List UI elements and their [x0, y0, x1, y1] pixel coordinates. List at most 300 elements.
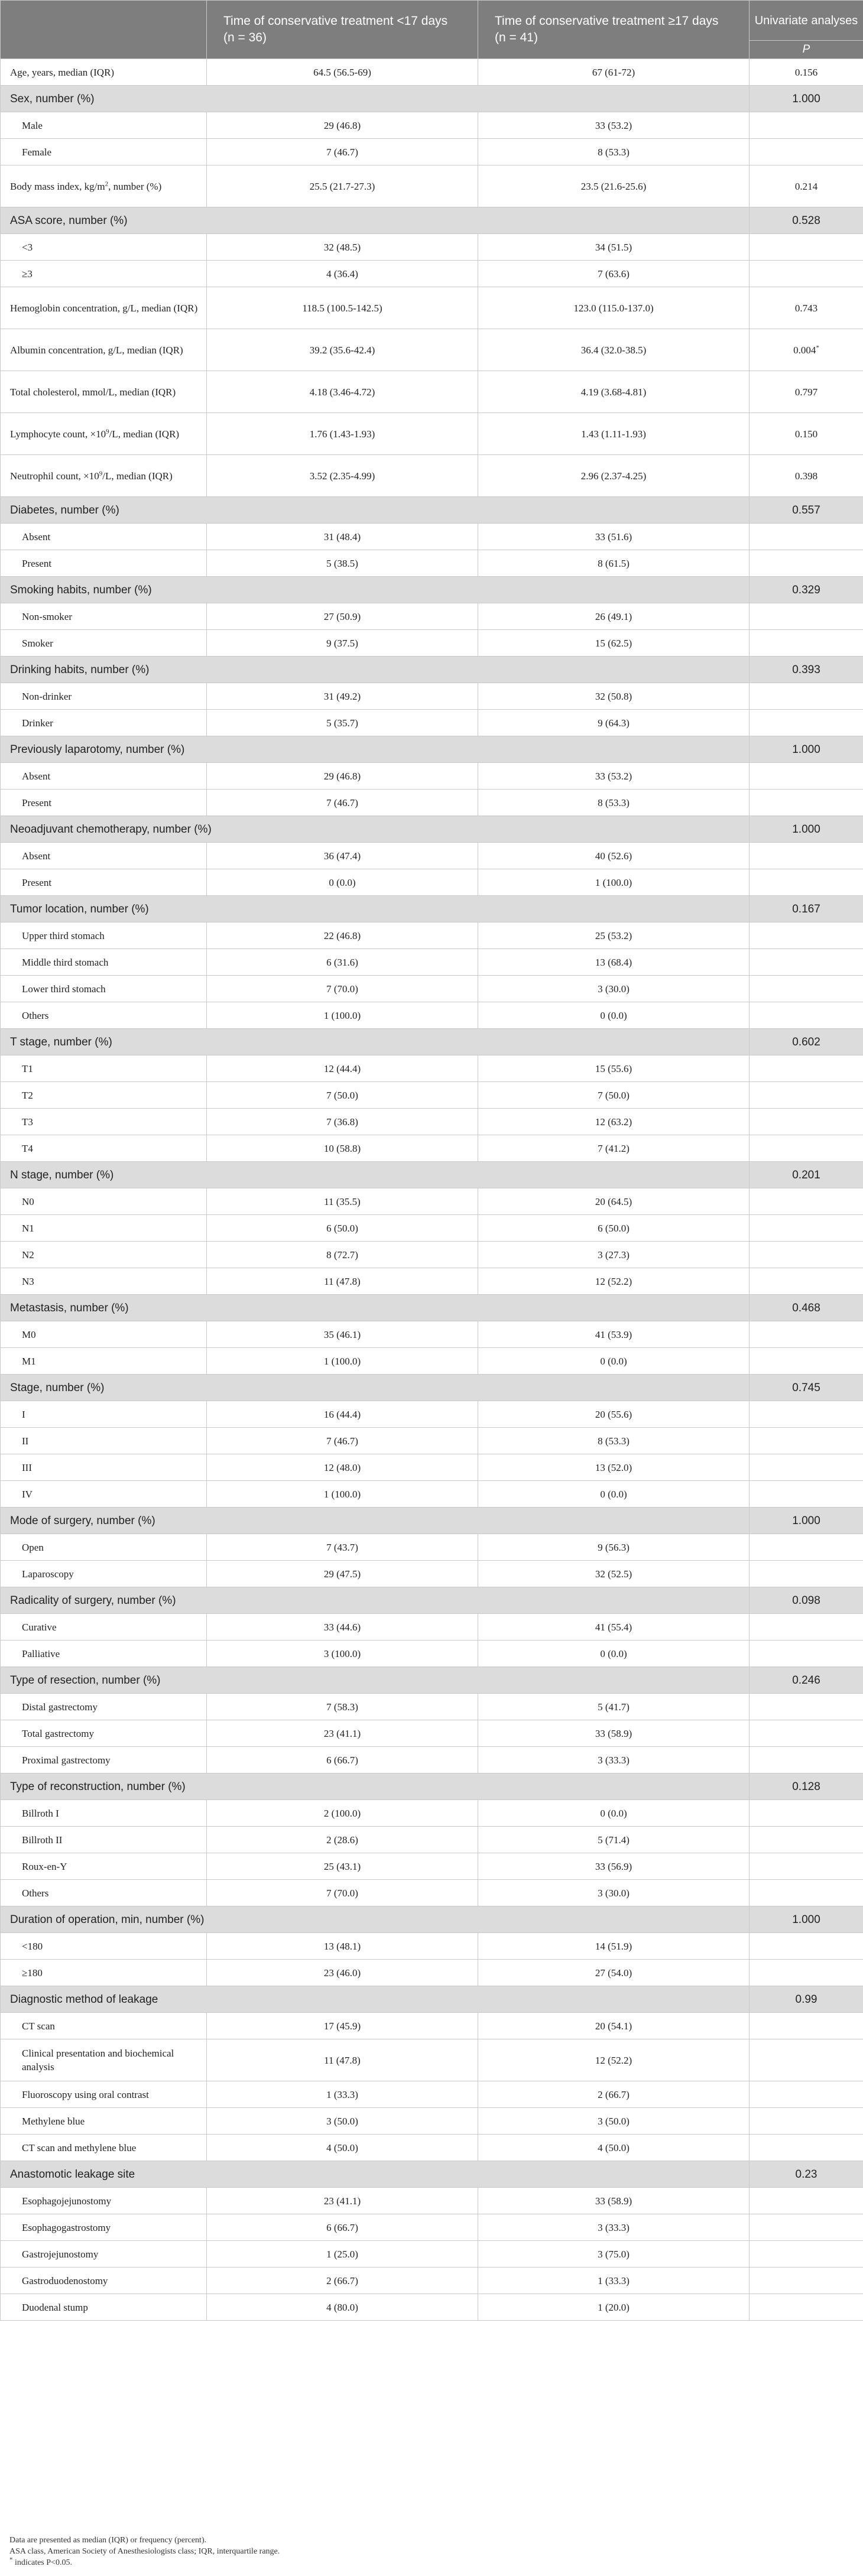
- value-short-group: 118.5 (100.5-142.5): [207, 287, 478, 329]
- row-label-text: Absent: [22, 850, 51, 862]
- row-label-text: Drinker: [22, 717, 53, 729]
- value-long-group: 4 (50.0): [478, 2135, 750, 2161]
- value-long-group: 8 (53.3): [478, 139, 750, 165]
- table-row: [1, 869, 863, 896]
- section-row: [1, 1162, 863, 1188]
- table-row: [1, 2039, 863, 2081]
- p-value: [750, 1188, 863, 1215]
- p-value: [750, 1880, 863, 1906]
- value-long-group: 9 (64.3): [478, 710, 750, 736]
- table-row: [1, 261, 863, 287]
- section-row: [1, 657, 863, 683]
- section-label: Diabetes, number (%): [1, 497, 750, 524]
- row-label-text: CT scan: [22, 2020, 55, 2032]
- row-label-text: Palliative: [22, 1648, 60, 1659]
- row-label: [1, 550, 207, 577]
- row-label: [1, 1747, 207, 1773]
- p-value: [750, 1933, 863, 1960]
- row-label: [1, 949, 207, 976]
- row-label-text: Absent: [22, 770, 51, 782]
- value-long-group: 6 (50.0): [478, 1215, 750, 1242]
- row-label: [1, 1428, 207, 1454]
- value-long-group: 8 (53.3): [478, 790, 750, 816]
- section-label: ASA score, number (%): [1, 207, 750, 234]
- value-long-group: 13 (52.0): [478, 1454, 750, 1481]
- value-long-group: 12 (52.2): [478, 1268, 750, 1295]
- header-variable: [1, 1, 207, 59]
- p-value: [750, 1055, 863, 1082]
- p-value: 1.000: [750, 736, 863, 763]
- p-value-text: 0.797: [794, 386, 818, 398]
- row-label: [1, 922, 207, 949]
- table-row: [1, 949, 863, 976]
- table-body: [1, 59, 863, 2321]
- table-row: [1, 1960, 863, 1986]
- p-value: 1.000: [750, 816, 863, 843]
- row-label: [1, 976, 207, 1002]
- row-label: [1, 2013, 207, 2039]
- table-row: [1, 1055, 863, 1082]
- section-row: [1, 816, 863, 843]
- row-label-text: Billroth II: [22, 1834, 63, 1846]
- p-value: [750, 2081, 863, 2108]
- value-short-group: 10 (58.8): [207, 1135, 478, 1162]
- value-long-group: 7 (63.6): [478, 261, 750, 287]
- table-row: [1, 165, 863, 207]
- p-value: [750, 949, 863, 976]
- value-short-group: 7 (36.8): [207, 1109, 478, 1135]
- p-value: [750, 1135, 863, 1162]
- row-label: [1, 1135, 207, 1162]
- section-row: [1, 1375, 863, 1401]
- value-short-group: 6 (66.7): [207, 2214, 478, 2241]
- row-label: [1, 2294, 207, 2321]
- p-value: [750, 234, 863, 261]
- value-short-group: 22 (46.8): [207, 922, 478, 949]
- value-short-group: 1 (100.0): [207, 1002, 478, 1029]
- p-value-text: 0.150: [794, 428, 818, 440]
- value-short-group: 11 (47.8): [207, 2039, 478, 2081]
- table-row: [1, 1614, 863, 1641]
- p-value: 0.99: [750, 1986, 863, 2013]
- p-value: [750, 2268, 863, 2294]
- row-label: [1, 1109, 207, 1135]
- table-row: [1, 1242, 863, 1268]
- value-short-group: 25.5 (21.7-27.3): [207, 165, 478, 207]
- section-label: Neoadjuvant chemotherapy, number (%): [1, 816, 750, 843]
- header-group-long: Time of conservative treatment ≥17 days (n = 41): [478, 1, 750, 59]
- value-short-group: 7 (46.7): [207, 790, 478, 816]
- row-label: [1, 763, 207, 790]
- row-label-text: Non-smoker: [22, 610, 72, 622]
- value-long-group: 25 (53.2): [478, 922, 750, 949]
- value-long-group: 0 (0.0): [478, 1800, 750, 1827]
- p-value: [750, 413, 863, 455]
- p-value: 0.557: [750, 497, 863, 524]
- row-label-text: <180: [22, 1940, 43, 1952]
- row-label-text: Clinical presentation and biochemical analysis: [22, 2048, 174, 2073]
- value-short-group: 9 (37.5): [207, 630, 478, 657]
- p-value: [750, 683, 863, 710]
- p-value: [750, 1614, 863, 1641]
- p-value: [750, 1561, 863, 1587]
- section-row: [1, 1773, 863, 1800]
- row-label-text: T3: [22, 1116, 33, 1128]
- value-long-group: 1 (33.3): [478, 2268, 750, 2294]
- table-row: [1, 2013, 863, 2039]
- value-short-group: 6 (31.6): [207, 949, 478, 976]
- row-label-text: Upper third stomach: [22, 930, 105, 941]
- row-label-text: Hemoglobin concentration, g/L, median (IQR): [10, 302, 198, 314]
- section-row: [1, 896, 863, 922]
- row-label: [1, 1215, 207, 1242]
- row-label: [1, 1242, 207, 1268]
- footnote-abbreviations: ASA class, American Society of Anesthesiologists class; IQR, interquartile range.: [9, 2547, 280, 2556]
- row-label-text: Duodenal stump: [22, 2301, 88, 2313]
- row-label: [1, 603, 207, 630]
- value-short-group: 7 (46.7): [207, 139, 478, 165]
- p-value-text: 0.743: [794, 302, 818, 314]
- row-label-text: <3: [22, 241, 33, 253]
- p-value: [750, 2188, 863, 2214]
- value-short-group: 2 (100.0): [207, 1800, 478, 1827]
- row-label: [1, 1348, 207, 1375]
- value-long-group: 3 (75.0): [478, 2241, 750, 2268]
- row-label: [1, 1880, 207, 1906]
- p-value: [750, 550, 863, 577]
- row-label-text: N0: [22, 1196, 34, 1207]
- row-label-suffix: , number (%): [108, 180, 162, 192]
- significance-marker: *: [816, 343, 819, 351]
- value-short-group: 29 (47.5): [207, 1561, 478, 1587]
- row-label: [1, 1641, 207, 1667]
- p-value: [750, 1641, 863, 1667]
- table-row: [1, 1561, 863, 1587]
- row-label-text: Male: [22, 119, 43, 131]
- p-value: [750, 165, 863, 207]
- table-row: [1, 2294, 863, 2321]
- p-value: [750, 843, 863, 869]
- header-p-value: P: [750, 41, 863, 59]
- row-label: [1, 455, 207, 497]
- section-label: Drinking habits, number (%): [1, 657, 750, 683]
- row-label-text: Methylene blue: [22, 2115, 85, 2127]
- p-value: [750, 1215, 863, 1242]
- value-short-group: 5 (35.7): [207, 710, 478, 736]
- table-row: [1, 1215, 863, 1242]
- row-label-text: N2: [22, 1249, 34, 1261]
- value-long-group: 3 (30.0): [478, 976, 750, 1002]
- value-short-group: 4 (50.0): [207, 2135, 478, 2161]
- row-label: [1, 234, 207, 261]
- table-row: [1, 2081, 863, 2108]
- p-value: 0.246: [750, 1667, 863, 1694]
- row-label-text: Middle third stomach: [22, 956, 109, 968]
- value-short-group: 7 (70.0): [207, 1880, 478, 1906]
- p-value: [750, 455, 863, 497]
- p-value: [750, 524, 863, 550]
- p-value: [750, 1348, 863, 1375]
- p-value: 1.000: [750, 86, 863, 112]
- row-label: [1, 2214, 207, 2241]
- p-value: 0.602: [750, 1029, 863, 1055]
- row-label: [1, 1481, 207, 1508]
- table-row: [1, 1135, 863, 1162]
- section-label: Metastasis, number (%): [1, 1295, 750, 1321]
- p-value: [750, 2241, 863, 2268]
- value-short-group: 27 (50.9): [207, 603, 478, 630]
- value-short-group: 33 (44.6): [207, 1614, 478, 1641]
- row-label-text: Albumin concentration, g/L, median (IQR): [10, 344, 183, 356]
- footnote-asterisk: *: [9, 2556, 13, 2564]
- table-row: [1, 1401, 863, 1428]
- value-short-group: 35 (46.1): [207, 1321, 478, 1348]
- table-row: [1, 139, 863, 165]
- row-label: [1, 683, 207, 710]
- row-label: [1, 524, 207, 550]
- row-label: [1, 1401, 207, 1428]
- row-label: [1, 329, 207, 371]
- section-row: [1, 1029, 863, 1055]
- value-short-group: 25 (43.1): [207, 1853, 478, 1880]
- row-label: [1, 1561, 207, 1587]
- row-label: [1, 1188, 207, 1215]
- row-label-text: Laparoscopy: [22, 1568, 74, 1580]
- value-short-group: 2 (66.7): [207, 2268, 478, 2294]
- p-value: [750, 630, 863, 657]
- row-label: [1, 2188, 207, 2214]
- table-row: [1, 2135, 863, 2161]
- row-label-text: Esophagogastrostomy: [22, 2221, 111, 2233]
- row-label-suffix: /L, median (IQR): [102, 470, 173, 482]
- row-label-text: Non-drinker: [22, 690, 72, 702]
- table-row: [1, 843, 863, 869]
- p-value: 0.098: [750, 1587, 863, 1614]
- table-row: [1, 976, 863, 1002]
- p-value: [750, 1321, 863, 1348]
- value-long-group: 12 (63.2): [478, 1109, 750, 1135]
- table-row: [1, 455, 863, 497]
- section-row: [1, 1508, 863, 1534]
- section-row: [1, 1986, 863, 2013]
- row-label-text: Present: [22, 557, 52, 569]
- row-label: [1, 2268, 207, 2294]
- value-short-group: 7 (43.7): [207, 1534, 478, 1561]
- p-value: [750, 1428, 863, 1454]
- value-long-group: 3 (27.3): [478, 1242, 750, 1268]
- p-value-text: 0.156: [794, 66, 818, 78]
- row-label: [1, 1454, 207, 1481]
- row-label: [1, 1002, 207, 1029]
- section-label: Previously laparotomy, number (%): [1, 736, 750, 763]
- table-row: [1, 683, 863, 710]
- table-row: [1, 1002, 863, 1029]
- value-short-group: 1.76 (1.43-1.93): [207, 413, 478, 455]
- section-label: Type of resection, number (%): [1, 1667, 750, 1694]
- value-long-group: 1.43 (1.11-1.93): [478, 413, 750, 455]
- value-short-group: 11 (47.8): [207, 1268, 478, 1295]
- table-row: [1, 2108, 863, 2135]
- table-row: [1, 234, 863, 261]
- value-short-group: 1 (100.0): [207, 1348, 478, 1375]
- section-row: [1, 207, 863, 234]
- value-short-group: 3 (100.0): [207, 1641, 478, 1667]
- section-label: Anastomotic leakage site: [1, 2161, 750, 2188]
- p-value: [750, 1454, 863, 1481]
- value-short-group: 7 (50.0): [207, 1082, 478, 1109]
- p-value: [750, 1109, 863, 1135]
- table-row: [1, 2188, 863, 2214]
- value-short-group: 13 (48.1): [207, 1933, 478, 1960]
- p-value-text: 0.004: [793, 344, 816, 356]
- table-row: [1, 1827, 863, 1853]
- row-label: [1, 261, 207, 287]
- row-label: [1, 139, 207, 165]
- section-row: [1, 1587, 863, 1614]
- p-value: 0.201: [750, 1162, 863, 1188]
- row-label: [1, 1321, 207, 1348]
- section-row: [1, 1906, 863, 1933]
- p-value: [750, 2039, 863, 2081]
- value-long-group: 32 (50.8): [478, 683, 750, 710]
- value-long-group: 33 (56.9): [478, 1853, 750, 1880]
- p-value: 1.000: [750, 1906, 863, 1933]
- value-short-group: 29 (46.8): [207, 763, 478, 790]
- value-long-group: 8 (53.3): [478, 1428, 750, 1454]
- row-label: [1, 165, 207, 207]
- section-label: N stage, number (%): [1, 1162, 750, 1188]
- row-label-superscript: 9: [99, 469, 103, 477]
- value-long-group: 1 (100.0): [478, 869, 750, 896]
- value-long-group: 14 (51.9): [478, 1933, 750, 1960]
- value-long-group: 9 (56.3): [478, 1534, 750, 1561]
- row-label-text: T2: [22, 1089, 33, 1101]
- value-short-group: 16 (44.4): [207, 1401, 478, 1428]
- row-label-text: Roux-en-Y: [22, 1860, 67, 1872]
- p-value: [750, 2108, 863, 2135]
- p-value-text: 0.398: [794, 470, 818, 482]
- p-value: [750, 1401, 863, 1428]
- section-row: [1, 577, 863, 603]
- table-row: [1, 790, 863, 816]
- value-long-group: 3 (33.3): [478, 2214, 750, 2241]
- value-long-group: 7 (50.0): [478, 1082, 750, 1109]
- value-long-group: 34 (51.5): [478, 234, 750, 261]
- p-value: [750, 1800, 863, 1827]
- value-short-group: 12 (48.0): [207, 1454, 478, 1481]
- row-label-text: Body mass index, kg/m: [10, 180, 105, 192]
- section-label: Sex, number (%): [1, 86, 750, 112]
- p-value: [750, 763, 863, 790]
- value-long-group: 26 (49.1): [478, 603, 750, 630]
- header-univariate: Univariate analyses: [750, 1, 863, 41]
- value-short-group: 7 (70.0): [207, 976, 478, 1002]
- p-value: 0.745: [750, 1375, 863, 1401]
- row-label-text: Neutrophil count, ×10: [10, 470, 99, 482]
- value-short-group: 3.52 (2.35-4.99): [207, 455, 478, 497]
- section-label: Stage, number (%): [1, 1375, 750, 1401]
- table-row: [1, 371, 863, 413]
- table-row: [1, 287, 863, 329]
- value-long-group: 7 (41.2): [478, 1135, 750, 1162]
- row-label-text: Total cholesterol, mmol/L, median (IQR): [10, 386, 176, 398]
- row-label-text: Lower third stomach: [22, 983, 106, 995]
- row-label: [1, 1800, 207, 1827]
- table-row: [1, 1268, 863, 1295]
- value-long-group: 1 (20.0): [478, 2294, 750, 2321]
- section-row: [1, 1295, 863, 1321]
- p-value: 0.167: [750, 896, 863, 922]
- value-short-group: 11 (35.5): [207, 1188, 478, 1215]
- value-long-group: 0 (0.0): [478, 1481, 750, 1508]
- value-long-group: 23.5 (21.6-25.6): [478, 165, 750, 207]
- p-value: [750, 1242, 863, 1268]
- row-label: [1, 413, 207, 455]
- table-row: [1, 1481, 863, 1508]
- value-short-group: 6 (50.0): [207, 1215, 478, 1242]
- row-label-text: I: [22, 1408, 25, 1420]
- row-label: [1, 1082, 207, 1109]
- p-value: [750, 2214, 863, 2241]
- p-value: [750, 790, 863, 816]
- section-row: [1, 2161, 863, 2188]
- table-row: [1, 524, 863, 550]
- row-label: [1, 710, 207, 736]
- row-label-text: Gastroduodenostomy: [22, 2275, 108, 2286]
- table-row: [1, 1694, 863, 1720]
- section-label: Mode of surgery, number (%): [1, 1508, 750, 1534]
- row-label-text: Female: [22, 146, 52, 158]
- table-row: [1, 112, 863, 139]
- value-long-group: 20 (64.5): [478, 1188, 750, 1215]
- table-row: [1, 1348, 863, 1375]
- value-short-group: 23 (46.0): [207, 1960, 478, 1986]
- table-row: [1, 550, 863, 577]
- value-short-group: 23 (41.1): [207, 2188, 478, 2214]
- table-row: [1, 1082, 863, 1109]
- p-value: [750, 869, 863, 896]
- p-value: 0.528: [750, 207, 863, 234]
- table-row: [1, 1188, 863, 1215]
- value-short-group: 4.18 (3.46-4.72): [207, 371, 478, 413]
- table-row: [1, 763, 863, 790]
- row-label-suffix: /L, median (IQR): [109, 428, 180, 440]
- p-value: [750, 710, 863, 736]
- table-row: [1, 1109, 863, 1135]
- value-short-group: 12 (44.4): [207, 1055, 478, 1082]
- value-long-group: 41 (53.9): [478, 1321, 750, 1348]
- value-short-group: 1 (33.3): [207, 2081, 478, 2108]
- row-label-text: Absent: [22, 531, 51, 543]
- row-label-text: Others: [22, 1887, 49, 1899]
- value-long-group: 36.4 (32.0-38.5): [478, 329, 750, 371]
- row-label: [1, 1827, 207, 1853]
- row-label: [1, 1055, 207, 1082]
- table-row: [1, 710, 863, 736]
- table-row: [1, 59, 863, 86]
- row-label: [1, 59, 207, 86]
- row-label-text: T4: [22, 1142, 33, 1154]
- row-label-text: Gastrojejunostomy: [22, 2248, 99, 2260]
- value-long-group: 33 (58.9): [478, 2188, 750, 2214]
- footnote-significance-text: indicates P<0.05.: [12, 2558, 72, 2567]
- section-label: Tumor location, number (%): [1, 896, 750, 922]
- value-short-group: 8 (72.7): [207, 1242, 478, 1268]
- table-row: [1, 2241, 863, 2268]
- p-value: [750, 371, 863, 413]
- table-row: [1, 1853, 863, 1880]
- value-long-group: 15 (55.6): [478, 1055, 750, 1082]
